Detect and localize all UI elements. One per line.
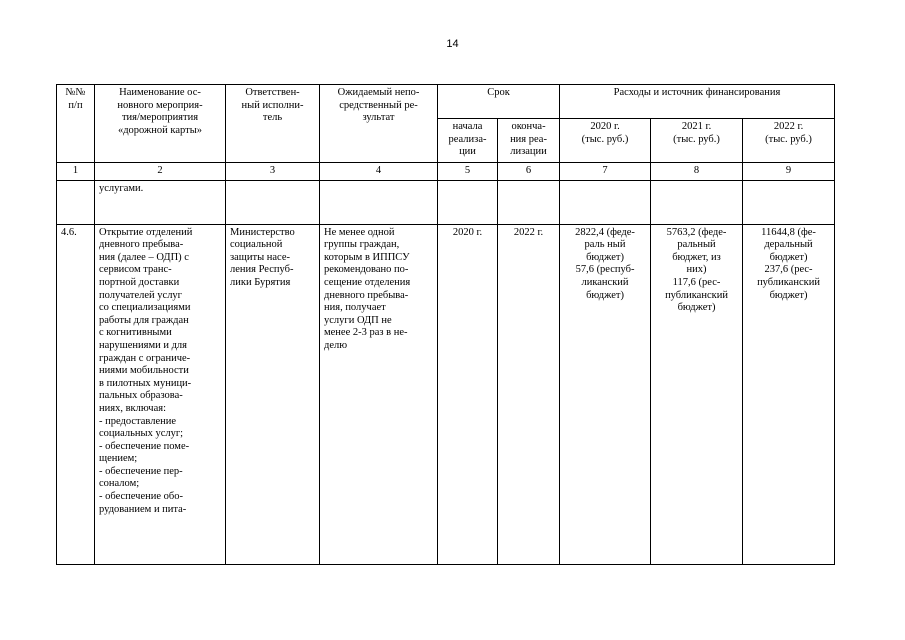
cell-empty: [320, 180, 438, 224]
header-name: [95, 85, 226, 163]
cell-2021: [651, 224, 743, 564]
column-number: 9: [743, 163, 835, 181]
cell-line: 2021 г.: [681, 121, 712, 132]
cell-line: деральный: [764, 239, 813, 251]
cell-line: 117,6 (рес-: [672, 276, 721, 288]
cell-line: которым в ИППСУ: [324, 251, 410, 263]
cell-2020: [560, 224, 651, 564]
cell-num: 4.6.: [57, 224, 95, 564]
cell-line: делю: [324, 339, 348, 351]
header-term-start: [438, 119, 498, 163]
cell-line: ния, получает: [324, 302, 386, 314]
cell-name: [95, 224, 226, 564]
cell-line: - обеспечение поме-: [99, 440, 190, 452]
cell-line: 2022 г.: [773, 121, 804, 132]
cell-line: бюджет): [586, 251, 624, 263]
cell-empty: [560, 180, 651, 224]
column-number: 4: [320, 163, 438, 181]
cell-empty: [498, 180, 560, 224]
column-number: 5: [438, 163, 498, 181]
cell-line: зультат: [362, 112, 395, 124]
cell-line: бюджет): [677, 302, 716, 314]
cell-line: в пилотных муници-: [99, 377, 192, 389]
column-number: 6: [498, 163, 560, 181]
cell-line: Министерство: [230, 226, 295, 238]
cell-line: ния реа-: [510, 133, 547, 145]
cell-line: бюджет): [586, 289, 624, 301]
cell-line: №№: [65, 87, 86, 98]
cell-line: дневного пребыва-: [99, 239, 184, 251]
cell-line: реализа-: [448, 133, 487, 145]
header-term-end: [498, 119, 560, 163]
cell-empty: [651, 180, 743, 224]
table-row-continued: [57, 180, 835, 224]
cell-line: средственный ре-: [339, 99, 418, 111]
header-2022: [743, 119, 835, 163]
cell-line: рудованием и пита-: [99, 503, 187, 515]
cell-line: с когнитивными: [99, 327, 172, 339]
cell-line: - обеспечение пер-: [99, 465, 183, 477]
cell-2022: [743, 224, 835, 564]
column-number: 1: [57, 163, 95, 181]
roadmap-table: [56, 84, 835, 565]
header-expenses: Расходы и источник финансирования: [560, 85, 835, 119]
cell-line: группы граждан,: [324, 239, 400, 251]
cell-line: 11644,8 (фе-: [761, 226, 816, 238]
cell-line: ниях, включая:: [99, 402, 166, 414]
cell-line: «дорожной карты»: [117, 124, 203, 136]
cell-line: лики Бурятия: [230, 276, 291, 288]
cell-line: ниями мобильности: [99, 365, 189, 377]
cell-line: соналом;: [99, 478, 140, 490]
cell-empty: [226, 180, 320, 224]
cell-line: ликанский: [581, 276, 629, 288]
cell-name-continued: услугами.: [95, 180, 226, 224]
cell-line: ления Респуб-: [230, 264, 294, 276]
cell-line: - предоставление: [99, 415, 177, 427]
cell-empty: [743, 180, 835, 224]
cell-line: 2822,4 (феде-: [575, 226, 635, 238]
cell-start: 2020 г.: [438, 224, 498, 564]
cell-line: 57,6 (респуб-: [575, 264, 635, 276]
cell-line: ный исполни-: [241, 99, 304, 111]
cell-line: лизации: [510, 146, 547, 158]
cell-line: 2020 г.: [590, 121, 620, 132]
cell-line: ральный: [677, 239, 716, 251]
cell-line: получателей услуг: [99, 289, 182, 301]
cell-line: Ответствен-: [245, 87, 300, 98]
cell-line: тель: [262, 112, 283, 124]
cell-line: 5763,2 (феде-: [666, 226, 727, 238]
cell-line: работы для граждан: [99, 314, 189, 326]
cell-line: публиканский: [757, 276, 820, 288]
column-number: 7: [560, 163, 651, 181]
column-number: 3: [226, 163, 320, 181]
cell-line: ния (далее – ОДП) с: [99, 251, 189, 263]
cell-line: бюджет, из: [672, 251, 721, 263]
cell-line: Ожидаемый непо-: [337, 87, 420, 98]
column-number: 2: [95, 163, 226, 181]
cell-responsible: [226, 224, 320, 564]
cell-line: сещение отделения: [324, 276, 411, 288]
header-result: [320, 85, 438, 163]
cell-line: - обеспечение обо-: [99, 491, 183, 503]
cell-line: оконча-: [511, 121, 546, 132]
cell-line: новного мероприя-: [117, 99, 203, 111]
cell-line: начала: [452, 121, 483, 132]
cell-end: 2022 г.: [498, 224, 560, 564]
cell-line: (тыс. руб.): [673, 133, 720, 145]
cell-line: них): [686, 264, 707, 276]
cell-line: Открытие отделений: [99, 226, 193, 238]
cell-line: бюджет): [769, 251, 808, 263]
header-row-1: [57, 85, 835, 119]
cell-line: тия/мероприятия: [121, 112, 199, 124]
column-number: 8: [651, 163, 743, 181]
header-2021: [651, 119, 743, 163]
cell-empty: [438, 180, 498, 224]
header-2020: [560, 119, 651, 163]
cell-line: Наименование ос-: [119, 87, 201, 98]
cell-line: раль ный: [584, 239, 626, 251]
header-num: [57, 85, 95, 163]
cell-line: публиканский: [665, 289, 728, 301]
cell-line: бюджет): [769, 289, 808, 301]
cell-empty: [57, 180, 95, 224]
cell-line: услуги ОДП не: [324, 314, 392, 326]
cell-line: социальной: [230, 239, 283, 251]
cell-line: 237,6 (рес-: [764, 264, 813, 276]
cell-result: [320, 224, 438, 564]
cell-line: Не менее одной: [324, 226, 395, 238]
cell-line: п/п: [68, 99, 83, 111]
header-responsible: [226, 85, 320, 163]
cell-line: нарушениями и для: [99, 339, 187, 351]
cell-line: рекомендовано по-: [324, 264, 409, 276]
cell-line: пальных образова-: [99, 390, 183, 402]
cell-line: граждан с ограниче-: [99, 352, 191, 364]
cell-line: сервисом транс-: [99, 264, 172, 276]
header-term: Срок: [438, 85, 560, 119]
cell-line: портной доставки: [99, 276, 180, 288]
cell-line: ции: [459, 146, 476, 158]
cell-line: социальных услуг;: [99, 428, 184, 440]
page-number: 14: [446, 38, 459, 50]
cell-line: (тыс. руб.): [765, 133, 812, 145]
table-row-4-6: [57, 224, 835, 564]
cell-line: защиты насе-: [230, 251, 291, 263]
cell-line: менее 2-3 раз в не-: [324, 327, 408, 339]
column-number-row: [57, 163, 835, 181]
cell-line: со специализациями: [99, 302, 191, 314]
cell-line: щением;: [99, 453, 138, 465]
cell-line: (тыс. руб.): [581, 133, 629, 145]
cell-line: дневного пребыва-: [324, 289, 409, 301]
